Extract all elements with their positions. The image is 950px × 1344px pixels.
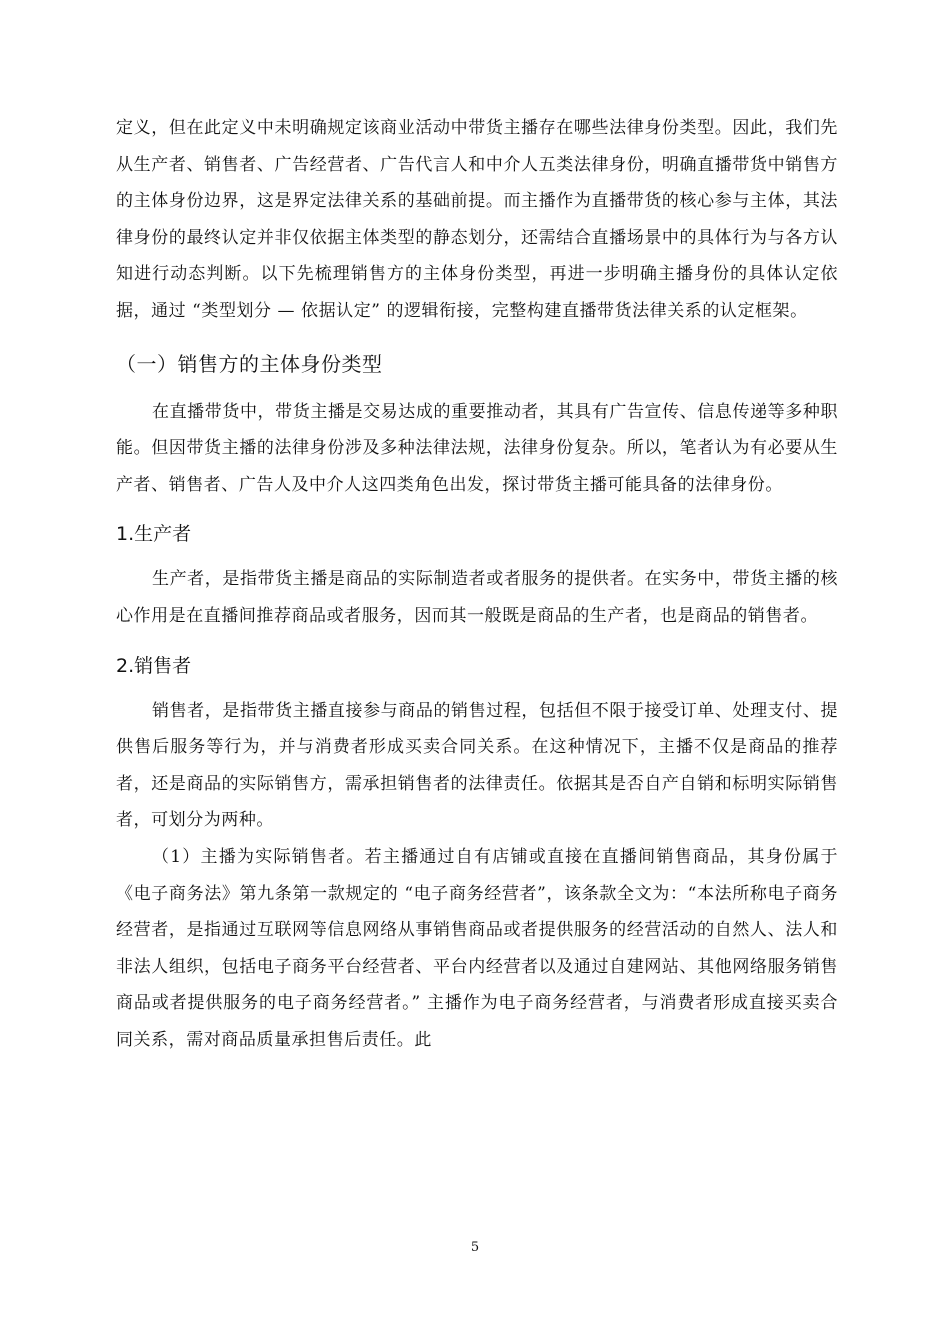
subheading-seller: 2.销售者	[116, 654, 192, 677]
section-heading-seller-identity-types: （一）销售方的主体身份类型	[116, 351, 383, 376]
seller-paragraph: 销售者，是指带货主播直接参与商品的销售过程，包括但不限于接受订单、处理支付、提供售后服务等行为，并与消费者形成买卖合同关系。在这种情况下，主播不仅是商品的推荐者，还是商品的实际销售方，需承担销售者的法律责任。依据其是否自产自销和标明实际销售者，可划分为两种。	[116, 700, 838, 831]
intro-paragraph: 定义，但在此定义中未明确规定该商业活动中带货主播存在哪些法律身份类型。因此，我们先从生产者、销售者、广告经营者、广告代言人和中介人五类法律身份，明确直播带货中销售方的主体身份边界，这是界定法律关系的基础前提。而主播作为直播带货的核心参与主体，其法律身份的最终认定并非仅依据主体类型的静态划分，还需结合直播场景中的具体行为与各方认知进行动态判断。以下先梳理销售方的主体身份类型，再进一步明确主播身份的具体认定依据，通过 “类型划分 — 依据认定” 的逻辑衔接，完整构建直播带货法律关系的认定框架。	[116, 118, 838, 321]
seller-item-1-paragraph: （1）主播为实际销售者。若主播通过自有店铺或直接在直播间销售商品，其身份属于《电子商务法》第九条第一款规定的 “电子商务经营者”，该条款全文为：“本法所称电子商务经营者，是指通过互联网等信息网络从事销售商品或者提供服务的经营活动的自然人、法人和非法人组织，包括电子商务平台经营者、平台内经营者以及通过自建网站、其他网络服务销售商品或者提供服务的电子商务经营者。” 主播作为电子商务经营者，与消费者形成直接买卖合同关系，需对商品质量承担售后责任。此	[116, 846, 838, 1050]
page-content	[116, 110, 838, 1058]
producer-paragraph: 生产者，是指带货主播是商品的实际制造者或者服务的提供者。在实务中，带货主播的核心作用是在直播间推荐商品或者服务，因而其一般既是商品的生产者，也是商品的销售者。	[116, 569, 838, 626]
page-number: 5	[470, 1240, 480, 1255]
subheading-producer: 1.生产者	[116, 523, 192, 546]
section1-paragraph: 在直播带货中，带货主播是交易达成的重要推动者，其具有广告宣传、信息传递等多种职能。但因带货主播的法律身份涉及多种法律法规，法律身份复杂。所以，笔者认为有必要从生产者、销售者、广告人及中介人这四类角色出发，探讨带货主播可能具备的法律身份。	[116, 401, 838, 495]
